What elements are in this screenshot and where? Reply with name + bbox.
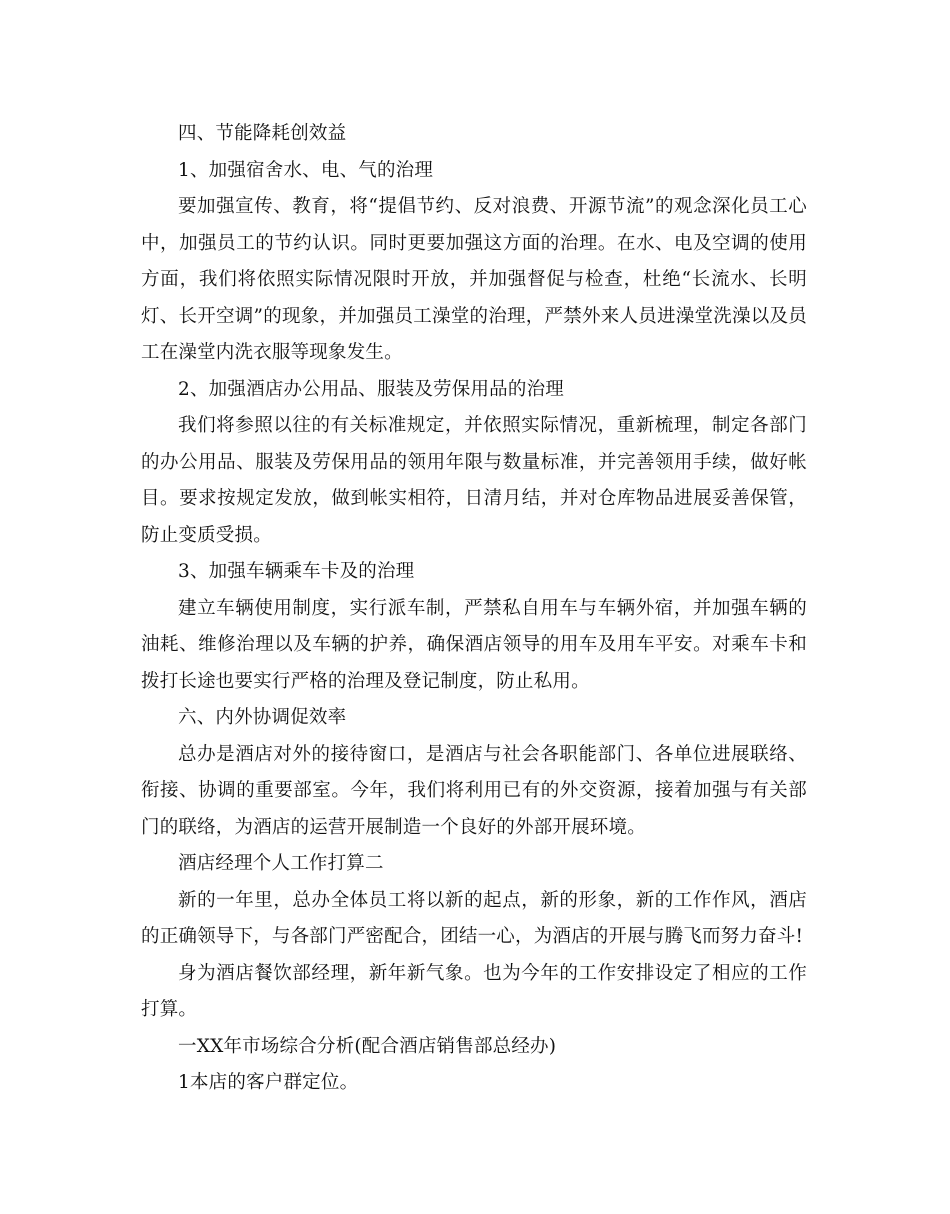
- paragraph-office-supplies: 我们将参照以往的有关标准规定，并依照实际情况，重新梳理，制定各部门的办公用品、服装及劳保用品的领用年限与数量标准，并完善领用手续，做好帐目。要求按规定发放，做到帐实相符，日清月结，并对仓库物品进展妥善保管，防止变质受损。: [141, 415, 807, 546]
- subheading-dormitory-utilities: 1、加强宿舍水、电、气的治理: [178, 159, 434, 181]
- subheading-market-analysis: 一XX年市场综合分析(配合酒店销售部总经办): [178, 1035, 557, 1057]
- subheading-vehicle-management: 3、加强车辆乘车卡及的治理: [178, 561, 415, 582]
- paragraph-new-year-goal: 新的一年里，总办全体员工将以新的起点，新的形象，新的工作作风，酒店的正确领导下，与各部门严密配合，团结一心，为酒店的开展与腾飞而努力奋斗!: [141, 889, 807, 947]
- section-heading-plan-two: 酒店经理个人工作打算二: [178, 853, 384, 874]
- document-body: [141, 116, 807, 1102]
- subheading-office-supplies: 2、加强酒店办公用品、服装及劳保用品的治理: [178, 378, 564, 400]
- paragraph-catering-manager: 身为酒店餐饮部经理，新年新气象。也为今年的工作安排设定了相应的工作打算。: [141, 962, 807, 1020]
- section-heading-coordination: 六、内外协调促效率: [178, 707, 347, 728]
- section-heading-energy-saving: 四、节能降耗创效益: [178, 123, 347, 144]
- paragraph-vehicle-management: 建立车辆使用制度，实行派车制，严禁私自用车与车辆外宿，并加强车辆的油耗、维修治理以及车辆的护养，确保酒店领导的用车及用车平安。对乘车卡和拨打长途也要实行严格的治理及登记制度，防止私用。: [141, 597, 807, 692]
- paragraph-dormitory-utilities: 要加强宣传、教育，将“提倡节约、反对浪费、开源节流”的观念深化员工心中，加强员工的节约认识。同时更要加强这方面的治理。在水、电及空调的使用方面，我们将依照实际情况限时开放，并加强督促与检查，杜绝“长流水、长明灯、长开空调”的现象，并加强员工澡堂的治理，严禁外来人员进澡堂洗澡以及员工在澡堂内洗衣服等现象发生。: [141, 196, 807, 363]
- subheading-customer-positioning: 1本店的客户群定位。: [178, 1072, 359, 1093]
- paragraph-coordination: 总办是酒店对外的接待窗口，是酒店与社会各职能部门、各单位进展联络、衔接、协调的重要部室。今年，我们将利用已有的外交资源，接着加强与有关部门的联络，为酒店的运营开展制造一个良好的外部开展环境。: [141, 743, 807, 838]
